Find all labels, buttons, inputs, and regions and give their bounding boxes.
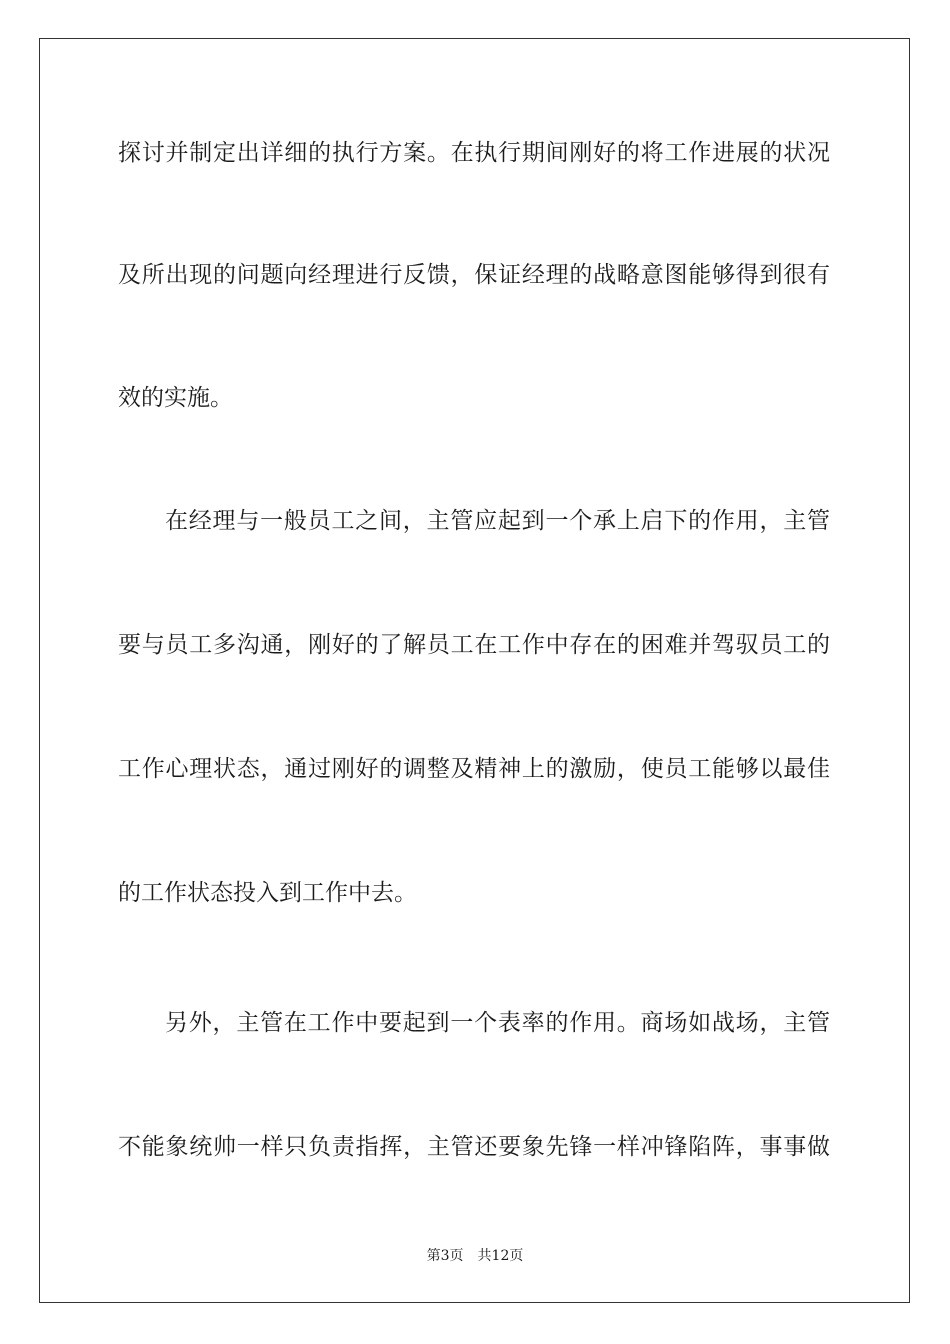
text-line: 的工作状态投入到工作中去。 [118,880,417,906]
text-line: 要与员工多沟通，刚好的了解员工在工作中存在的困难并驾驭员工的 [118,632,830,658]
page-total: 共12页 [477,1248,524,1264]
page-number: 第3页 [426,1248,464,1264]
text-line: 不能象统帅一样只负责指挥，主管还要象先锋一样冲锋陷阵，事事做 [118,1134,830,1160]
text-line: 探讨并制定出详细的执行方案。在执行期间刚好的将工作进展的状况 [118,140,830,166]
page-border [39,38,910,1303]
paragraph-first-line: 另外，主管在工作中要起到一个表率的作用。商场如战场，主管 [165,1010,830,1036]
text-line: 及所出现的问题向经理进行反馈，保证经理的战略意图能够得到很有 [118,262,830,288]
page-footer [0,1246,950,1266]
paragraph-first-line: 在经理与一般员工之间，主管应起到一个承上启下的作用，主管 [165,508,830,534]
text-line: 工作心理状态，通过刚好的调整及精神上的激励，使员工能够以最佳 [118,756,830,782]
text-line: 效的实施。 [118,385,233,411]
